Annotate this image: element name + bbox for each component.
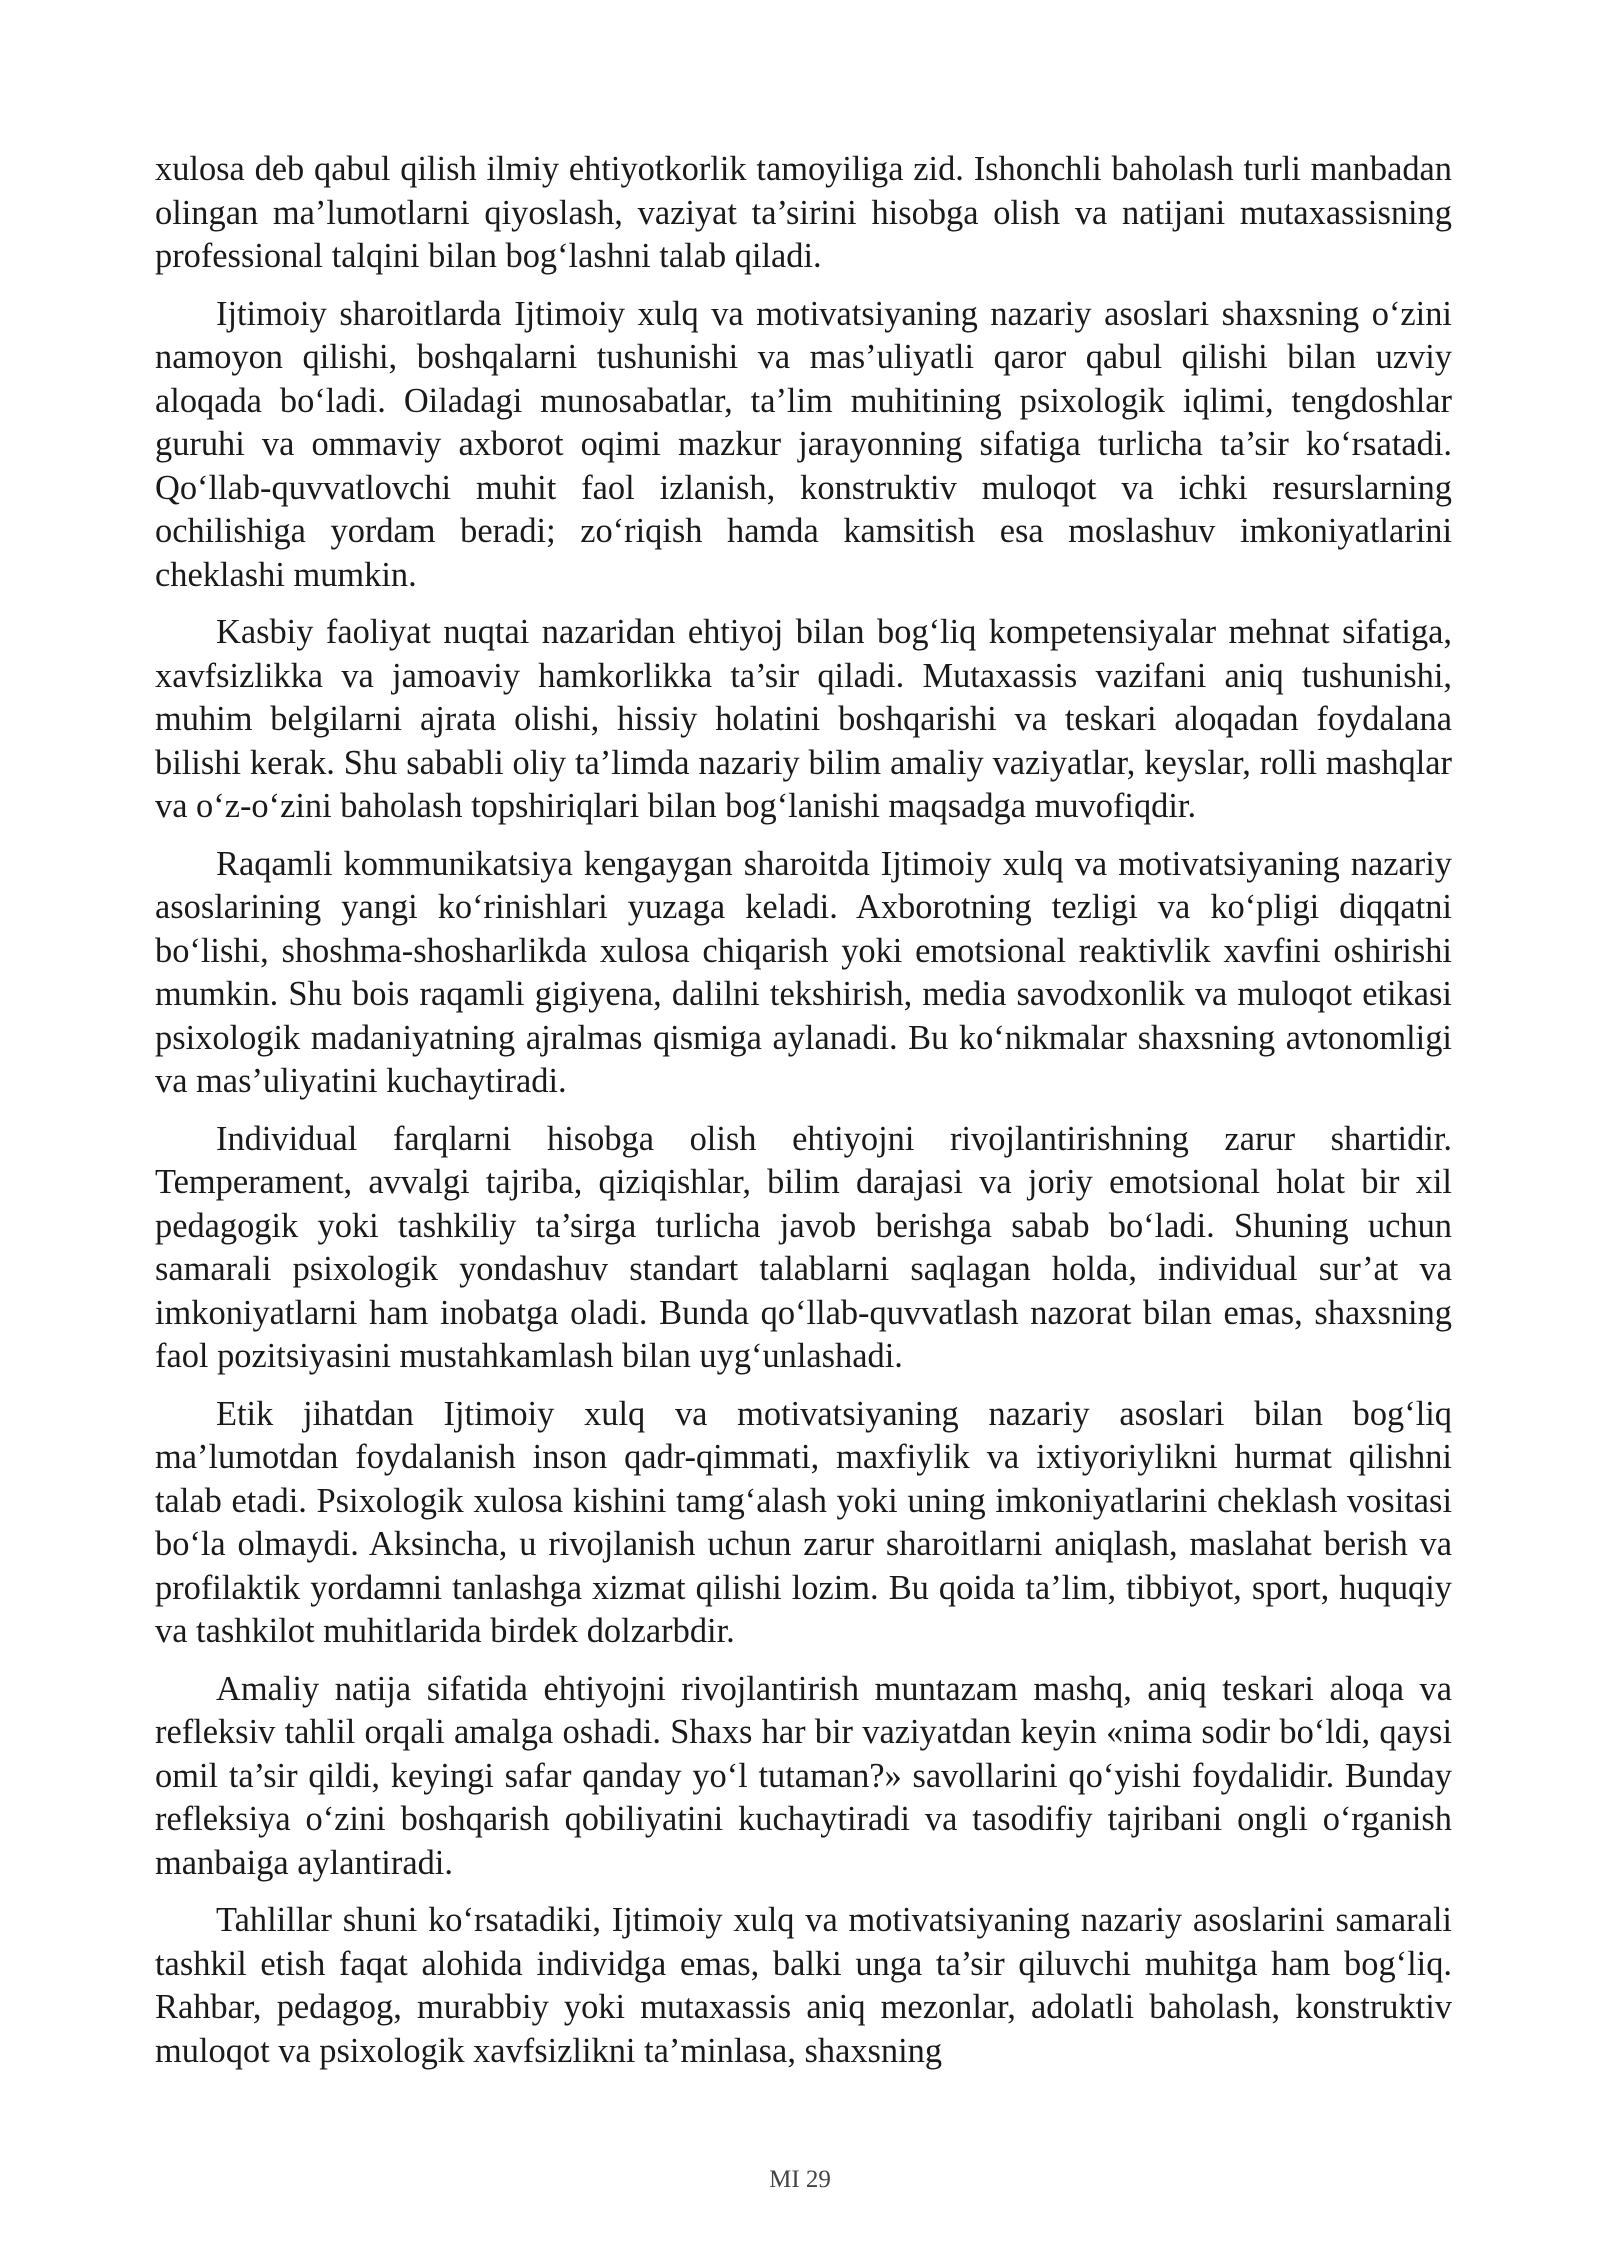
paragraph-2: Ijtimoiy sharoitlarda Ijtimoiy xulq va motivatsiyaning nazariy asoslari shaxsning o‘zini namoyon qilishi, boshqalarni tushunishi va mas’uliyatli qaror qabul qilishi bilan uzviy aloqada bo‘ladi. Oiladagi munosabatlar, ta’lim muhitining psixologik iqlimi, tengdoshlar guruhi va ommaviy axborot oqimi mazkur jarayonning sifatiga turlicha ta’sir ko‘rsatadi. Qo‘llab-quvvatlovchi muhit faol izlanish, konstruktiv muloqot va ichki resurslarning ochilishiga yordam beradi; zo‘riqish hamda kamsitish esa moslashuv imkoniyatlarini cheklashi mumkin. [155, 294, 1452, 594]
paragraph-1: xulosa deb qabul qilish ilmiy ehtiyotkorlik tamoyiliga zid. Ishonchli baholash turli manbadan olingan ma’lumotlarni qiyoslash, vaziyat ta’sirini hisobga olish va natijani mutaxassisning professional talqini bilan bog‘lashni talab qiladi. [155, 150, 1452, 275]
paragraph-3: Kasbiy faoliyat nuqtai nazaridan ehtiyoj bilan bog‘liq kompetensiyalar mehnat sifatiga, xavfsizlikka va jamoaviy hamkorlikka ta’sir qiladi. Mutaxassis vazifani aniq tushunishi, muhim belgilarni ajrata olishi, hissiy holatini boshqarishi va teskari aloqadan foydalana bilishi kerak. Shu sababli oliy ta’limda nazariy bilim amaliy vaziyatlar, keyslar, rolli mashqlar va o‘z-o‘zini baholash topshiriqlari bilan bog‘lanishi maqsadga muvofiqdir. [155, 613, 1452, 825]
page-body [155, 148, 1452, 2087]
paragraph-4: Raqamli kommunikatsiya kengaygan sharoitda Ijtimoiy xulq va motivatsiyaning nazariy asoslarining yangi ko‘rinishlari yuzaga keladi. Axborotning tezligi va ko‘pligi diqqatni bo‘lishi, shoshma-shosharlikda xulosa chiqarish yoki emotsional reaktivlik xavfini oshirishi mumkin. Shu bois raqamli gigiyena, dalilni tekshirish, media savodxonlik va muloqot etikasi psixologik madaniyatning ajralmas qismiga aylanadi. Bu ko‘nikmalar shaxsning avtonomligi va mas’uliyatini kuchaytiradi. [155, 844, 1452, 1100]
paragraph-8: Tahlillar shuni ko‘rsatadiki, Ijtimoiy xulq va motivatsiyaning nazariy asoslarini samarali tashkil etish faqat alohida individga emas, balki unga ta’sir qiluvchi muhitga ham bog‘liq. Rahbar, pedagog, murabbiy yoki mutaxassis aniq mezonlar, adolatli baholash, konstruktiv muloqot va psixologik xavfsizlikni ta’minlasa, shaxsning [155, 1901, 1452, 2070]
page-number: MI 29 [769, 2166, 831, 2193]
paragraph-7: Amaliy natija sifatida ehtiyojni rivojlantirish muntazam mashq, aniq teskari aloqa va refleksiv tahlil orqali amalga oshadi. Shaxs har bir vaziyatdan keyin «nima sodir bo‘ldi, qaysi omil ta’sir qildi, keyingi safar qanday yo‘l tutaman?» savollarini qo‘yishi foydalidir. Bunday refleksiya o‘zini boshqarish qobiliyatini kuchaytiradi va tasodifiy tajribani ongli o‘rganish manbaiga aylantiradi. [155, 1669, 1452, 1882]
paragraph-6: Etik jihatdan Ijtimoiy xulq va motivatsiyaning nazariy asoslari bilan bog‘liq ma’lumotdan foydalanish inson qadr-qimmati, maxfiylik va ixtiyoriylikni hurmat qilishni talab etadi. Psixologik xulosa kishini tamg‘alash yoki uning imkoniyatlarini cheklash vositasi bo‘la olmaydi. Aksincha, u rivojlanish uchun zarur sharoitlarni aniqlash, maslahat berish va profilaktik yordamni tanlashga xizmat qilishi lozim. Bu qoida ta’lim, tibbiyot, sport, huquqiy va tashkilot muhitlarida birdek dolzarbdir. [155, 1394, 1452, 1650]
paragraph-5: Individual farqlarni hisobga olish ehtiyojni rivojlantirishning zarur shartidir. Temperament, avvalgi tajriba, qiziqishlar, bilim darajasi va joriy emotsional holat bir xil pedagogik yoki tashkiliy ta’sirga turlicha javob berishga sabab bo‘ladi. Shuning uchun samarali psixologik yondashuv standart talablarni saqlagan holda, individual sur’at va imkoniyatlarni ham inobatga oladi. Bunda qo‘llab-quvvatlash nazorat bilan emas, shaxsning faol pozitsiyasini mustahkamlash bilan uyg‘unlashadi. [155, 1119, 1452, 1375]
